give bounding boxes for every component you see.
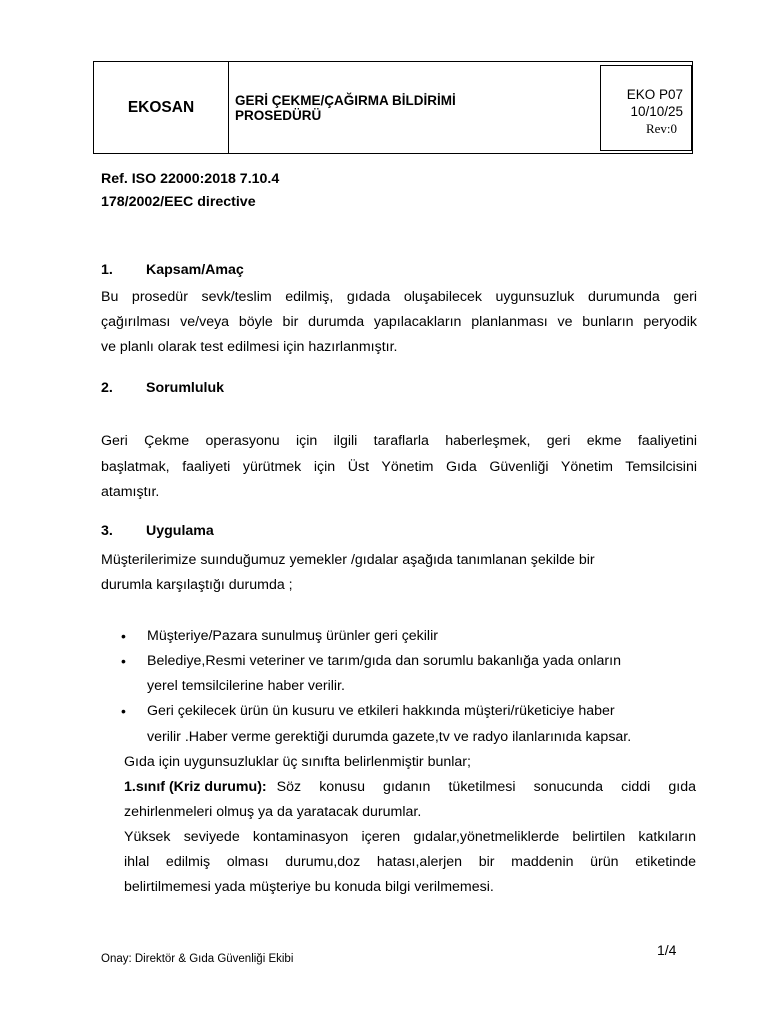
section-2-line: başlatmak, faaliyeti yürütmek için Üst Yönetim Gıda Güvenliği Yönetim Temsilcisini [101,459,697,475]
doc-date: 10/10/25 [630,104,683,119]
company-name: EKOSAN [94,62,229,153]
class-1-text: Söz konusu gıdanın tüketilmesi sonucunda ciddi gıda [276,779,696,795]
bullet-item-line: yerel temsilcilerine haber verilir. [147,678,345,694]
section-2-line: atamıştır. [101,484,160,500]
section-3-number: 3. [101,523,113,539]
section-2-number: 2. [101,380,113,396]
section-1-title: Kapsam/Amaç [146,262,244,278]
class-1-detail-line: ihlal edilmiş olması durumu,doz hatası,alerjen bir maddenin ürün etiketinde [124,854,696,870]
bullet-icon: • [121,703,126,719]
bullet-item-line: Belediye,Resmi veteriner ve tarım/gıda dan sorumlu bakanlığa yada onların [147,653,621,669]
section-3-intro-line: Müşterilerimize suınduğumuz yemekler /gıdalar aşağıda tanımlanan şekilde bir [101,552,595,568]
approval-note: Onay: Direktör & Gıda Güvenliği Ekibi [101,953,294,965]
doc-revision: Rev:0 [645,121,677,136]
class-1-text-line: zehirlenmeleri olmuş ya da yaratacak durumlar. [124,804,422,820]
section-2-title: Sorumluluk [146,380,225,396]
document-title-line1: GERİ ÇEKME/ÇAĞIRMA BİLDİRİMİ [235,92,456,108]
document-title-line2: PROSEDÜRÜ [235,107,322,123]
class-1-label: 1.sınıf (Kriz durumu): [124,779,267,795]
bullet-icon: • [121,653,126,669]
section-1-line: Bu prosedür sevk/teslim edilmiş, gıdada oluşabilecek uygunsuzluk durumunda geri [101,289,697,305]
bullet-item-line: Müşteriye/Pazara sunulmuş ürünler geri çekilir [147,628,438,644]
class-1-detail-line: Yüksek seviyede kontaminasyon içeren gıdalar,yönetmeliklerde belirtilen katkıların [124,829,696,845]
bullet-item-line: Geri çekilecek ürün ün kusuru ve etkileri hakkında müşteri/rüketiciye haber [147,703,615,719]
section-2-line: Geri Çekme operasyonu için ilgili taraflarla haberleşmek, geri ekme faaliyetini [101,433,697,449]
document-header [93,61,693,154]
class-1-detail-line: belirtilmemesi yada müşteriye bu konuda bilgi verilmemesi. [124,879,494,895]
reference-eec: 178/2002/EEC directive [101,194,256,210]
document-meta-box [600,65,692,151]
section-3-intro-line: durumla karşılaştığı durumda ; [101,577,293,593]
section-3-title: Uygulama [146,523,214,539]
class-1-first-line [124,775,696,801]
page-number: 1/4 [657,942,677,958]
doc-code: EKO P07 [626,87,683,102]
document-title [235,62,555,153]
section-1-line: çağırılması ve/veya böyle bir durumda yapılacakların planlanması ve bunların peryodik [101,314,697,330]
classes-intro: Gıda için uygunsuzluklar üç sınıfta belirlenmiştir bunlar; [124,754,471,770]
section-1-number: 1. [101,262,113,278]
section-1-line: ve planlı olarak test edilmesi için hazırlanmıştır. [101,339,398,355]
bullet-icon: • [121,628,126,644]
bullet-item-line: verilir .Haber verme gerektiği durumda gazete,tv ve radyo ilanlarınıda kapsar. [147,729,632,745]
reference-iso: Ref. ISO 22000:2018 7.10.4 [101,171,280,187]
